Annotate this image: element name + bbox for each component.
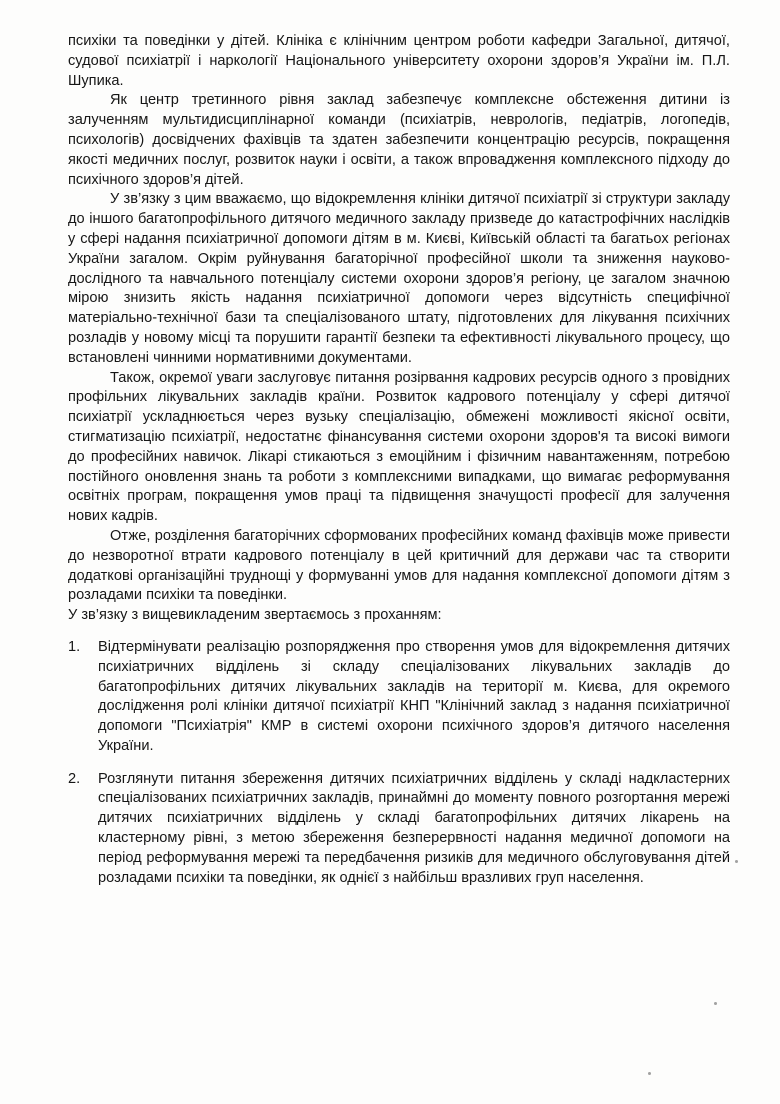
paragraph-separation-consequences: У зв’язку з цим вважаємо, що відокремлення клініки дитячої психіатрії зі структури закладу до іншого багатопрофільного дитячого медичного закладу призведе до катастрофічних наслідків у сфері надання психіатричної допомоги дітям в м. Києві, Київській області та багатьох регіонах України загалом. Окрім руйнування багаторічної професійної школи та зниження науково-дослідного та навчального потенціалу системи охорони здоров’я регіону, це загалом значною мірою знизить якість надання психіатричної допомоги через відсутність специфічної матеріально-технічної бази та спеціалізованого штату, підготовлених для лікування психічних розладів у новому місці та порушити гарантії безпеки та ефективності лікувального процесу, що встановлені чинними нормативними документами. (68, 191, 730, 366)
list-item-number: 2. (68, 770, 81, 787)
paragraph-continuation: психіки та поведінки у дітей. Клініка є клінічним центром роботи кафедри Загальної, дитячої, судової психіатрії і наркології Національного університету охорони здоров’я України ім. П.Л. Шупика. (68, 33, 730, 89)
paragraph-tertiary-center: Як центр третинного рівня заклад забезпечує комплексне обстеження дитини із залученням мультидисциплінарної команди (психіатрів, неврологів, педіатрів, логопедів, психологів) досвідчених фахівців та здатен забезпечити концентрацію ресурсів, покращення якості медичних послуг, розвиток науки і освіти, а також впровадження комплексного підходу до психічного здоров’я дітей. (68, 92, 730, 188)
scan-speck (648, 1072, 651, 1075)
list-item-text: Розглянути питання збереження дитячих психіатричних відділень у складі надкластерних спеціалізованих психіатричних закладів, принаймні до моменту повного розгортання мережі дитячих психіатричних відділень у складі багатопрофільних дитячих лікарень на кластерному рівні, з метою збереження безперервності надання медичної допомоги на період реформування мережі та передбачення ризиків для медичного обслуговування дітей розладами психіки та поведінки, як однієї з найбільш вразливих груп населення. (98, 770, 730, 886)
list-item (68, 770, 730, 889)
scan-speck (714, 1002, 717, 1005)
paragraph-staff-resources: Також, окремої уваги заслуговує питання розірвання кадрових ресурсів одного з провідних профільних лікувальних закладів країни. Розвиток кадрового потенціалу у сфері дитячої психіатрії ускладнюється через вузьку спеціалізацію, обмежені можливості якісної освіти, стигматизацію психіатрії, недостатнє фінансування системи охорони здоров'я та високі вимоги до професійних навичок. Лікарі стикаються з емоційним і фізичним навантаженням, потребою постійного оновлення знань та роботи з комплексними випадками, що вимагає реформування освітніх програм, покращення умов праці та підвищення значущості професії для залучення нових кадрів. (68, 369, 730, 525)
request-list (68, 638, 730, 889)
scan-speck (735, 860, 738, 863)
list-item-number: 1. (68, 638, 81, 655)
paragraph-conclusion: Отже, розділення багаторічних сформованих професійних команд фахівців може привести до незворотної втрати кадрового потенціалу в цей критичний для держави час та створити додаткові організаційні труднощі у формуванні умов для надання комплексної допомоги дітям з розладами психіки та поведінки. (68, 527, 730, 604)
request-intro: У зв’язку з вищевикладеним звертаємось з проханням: (68, 607, 442, 624)
list-item (68, 638, 730, 757)
list-item-text: Відтермінувати реалізацію розпорядження про створення умов для відокремлення дитячих психіатричних відділень зі складу спеціалізованих лікувальних закладів до багатопрофільних дитячих лікувальних закладів на території м. Києва, для окремого дослідження ролі клініки дитячої психіатрії КНП "Клінічний заклад з надання психіатричної допомоги "Психіатрія" КМР в системі охорони психічного здоров’я дитячого населення України. (98, 638, 730, 754)
